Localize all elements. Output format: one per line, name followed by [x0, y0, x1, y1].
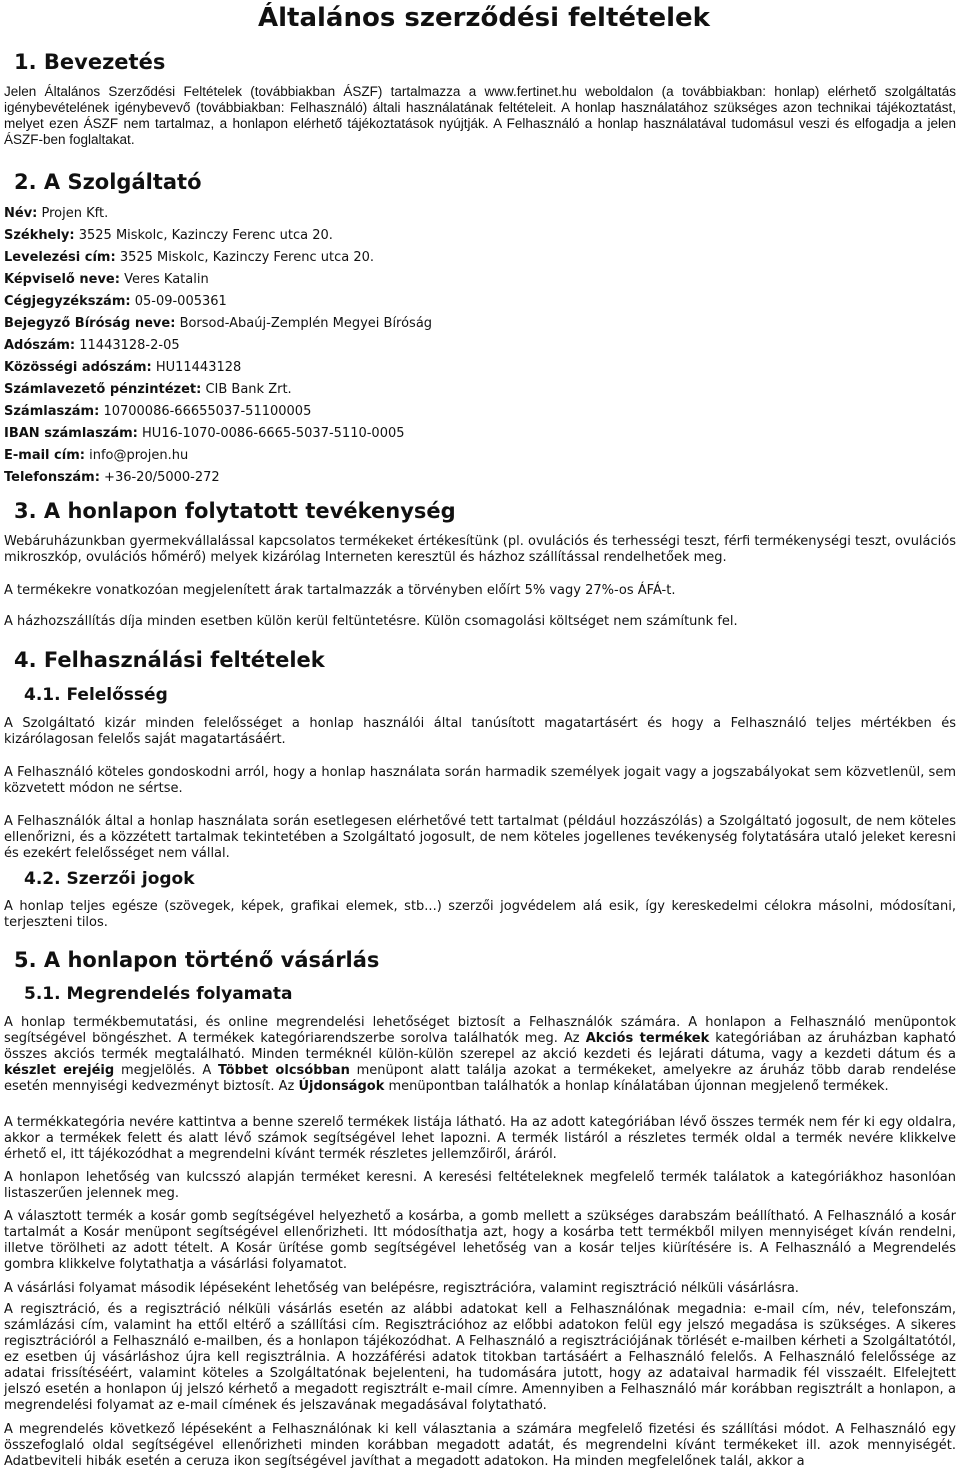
text-run: kategóriában az áruházban kapható összes akciós termék megtalálható. Minden terméknél külön-külön szerepel az akció kezdeti és lejárati dátuma, vagy a kezdeti dátum és a — [4, 1031, 957, 1062]
provider-field — [4, 316, 432, 332]
field-label: Cégjegyzékszám: — [4, 294, 131, 309]
provider-field — [4, 360, 241, 376]
field-label: Képviselő neve: — [4, 272, 120, 287]
page-title: Általános szerződési feltételek — [258, 3, 710, 33]
liability-paragraph-1: A Szolgáltató kizár minden felelősséget a honlap használói által tanúsított magatartásért és hogy a Felhasználó teljes mértékben és kizárólagosan felelős saját magatartásáért. — [4, 716, 956, 747]
order-paragraph-7: A megrendelés következő lépéseként a Felhasználónak ki kell választania a számára megfelelő fizetési és szállítási módot. A Felhasználó egy összefoglaló oldal segítségével ellenőrizheti minden korábban megadott adatát, és megrendelni kívánt termékeket ill. azok mennyiségét. Adatbeviteli hibák esetén a ceruza ikon segítségével javíthat a megadott adatokon. Ha minden megfelelőnek talál, akkor a — [4, 1422, 956, 1469]
liability-paragraph-2: A Felhasználó köteles gondoskodni arról, hogy a honlap használata során harmadik személyek jogait vagy a jogszabályokat sem közvetlenül, sem közvetett módon ne sértse. — [4, 765, 956, 796]
field-label: Bejegyző Bíróság neve: — [4, 316, 176, 331]
copyright-paragraph: A honlap teljes egésze (szövegek, képek, grafikai elemek, stb...) szerzői jogvédelem alá esik, így kereskedelmi célokra másolni, módosítani, terjeszteni tilos. — [4, 899, 956, 930]
provider-field — [4, 404, 311, 420]
field-value: +36-20/5000-272 — [104, 470, 220, 485]
text-run: menüpontban találhatók a honlap kínálatában újonnan megjelenő termékek. — [384, 1079, 889, 1094]
order-paragraph-5: A vásárlási folyamat második lépéseként lehetőség van belépésre, regisztrációra, valamint regisztráció nélküli vásárlásra. — [4, 1281, 799, 1296]
order-paragraph-3: A honlapon lehetőség van kulcsszó alapján terméket keresni. A keresési feltételeknek megfelelő termék találatok a kategóriákhoz hasonlóan listaszerűen jelennek meg. — [4, 1170, 956, 1201]
field-value: CIB Bank Zrt. — [205, 382, 292, 397]
provider-field — [4, 382, 292, 398]
field-label: E-mail cím: — [4, 448, 85, 463]
tobbet-olcsobban-term: Többet olcsóbban — [218, 1063, 350, 1078]
subsection-heading-szerzoi-jogok: 4.2. Szerzői jogok — [24, 869, 195, 889]
field-label: Név: — [4, 206, 38, 221]
section-heading-szolgaltato: 2. A Szolgáltató — [14, 170, 202, 194]
field-value: 10700086-66655037-51100005 — [103, 404, 312, 419]
activity-paragraph: Webáruházunkban gyermekvállalással kapcsolatos termékeket értékesítünk (pl. ovulációs és terhességi teszt, férfi termékenységi teszt, ovulációs mikroszkóp, ovulációs hőmérő) melyek kizárólag Interneten keresztül és házhoz szállítással rendelhetőek meg. — [4, 534, 956, 565]
field-value: 11443128-2-05 — [79, 338, 180, 353]
provider-field — [4, 272, 209, 288]
delivery-paragraph: A házhozszállítás díja minden esetben külön kerül feltüntetésre. Külön csomagolási költséget nem számítunk fel. — [4, 614, 738, 629]
field-label: Levelezési cím: — [4, 250, 116, 265]
field-label: Adószám: — [4, 338, 76, 353]
provider-field — [4, 206, 108, 222]
field-label: Számlaszám: — [4, 404, 100, 419]
order-paragraph-2: A termékkategória nevére kattintva a benne szerelő termékek listája látható. Ha az adott kategóriában lévő összes termék nem fér ki egy oldalra, akkor a termékek felett és alatt lévő számok segítségével lehet lapozni. A termék listáról a részletes termék oldal a termék nevére klikkelve érhető el, itt tájékozódhat a megrendelni kívánt termék részletes jellemzőiről, áráról. — [4, 1115, 956, 1162]
text-run: megjelölés. A — [114, 1063, 219, 1078]
intro-paragraph: Jelen Általános Szerződési Feltételek (továbbiakban ÁSZF) tartalmazza a www.fertinet.hu weboldalon (a továbbiakban: honlap) elérhető szolgáltatás igénybevételének igénybevevő (továbbiakban: Felhasználó) általi használatának feltételeit. A honlap használatához szükséges azon technikai tájékoztatást, melyet ezen ÁSZF nem tartalmaz, a honlapon elérhető tájékoztatások nyújtják. A Felhasználó a honlap használatával tudomásul veszi és elfogadja a jelen ÁSZF-ben foglaltakat. — [4, 84, 956, 147]
provider-field — [4, 250, 374, 266]
field-value: info@projen.hu — [89, 448, 189, 463]
field-value: Veres Katalin — [124, 272, 209, 287]
section-heading-felhasznalasi: 4. Felhasználási feltételek — [14, 648, 325, 672]
text-run: menüpont alatt találja azokat a termékeket, amelyekre az áruház több darab rendelése esetén mennyiségi kedvezményt biztosít. Az — [4, 1063, 956, 1094]
subsection-heading-felelosseg: 4.1. Felelősség — [24, 685, 168, 705]
provider-field — [4, 426, 405, 442]
section-heading-vasarlas: 5. A honlapon történő vásárlás — [14, 948, 380, 972]
keszlet-erejeig-term: készlet erejéig — [4, 1063, 115, 1078]
field-label: Közösségi adószám: — [4, 360, 152, 375]
akcios-termekek-term: Akciós termékek — [585, 1031, 710, 1046]
field-value: Projen Kft. — [41, 206, 109, 221]
price-paragraph: A termékekre vonatkozóan megjelenített árak tartalmazzák a törvényben előírt 5% vagy 27%-os ÁFÁ-t. — [4, 583, 676, 598]
provider-field — [4, 338, 180, 354]
field-value: HU11443128 — [155, 360, 242, 375]
provider-field — [4, 228, 333, 244]
field-label: Számlavezető pénzintézet: — [4, 382, 202, 397]
field-value: 05-09-005361 — [134, 294, 227, 309]
section-heading-bevezetes: 1. Bevezetés — [14, 50, 166, 74]
section-heading-tevekenyseg: 3. A honlapon folytatott tevékenység — [14, 499, 456, 523]
order-paragraph-4: A választott termék a kosár gomb segítségével helyezhető a kosárba, a gomb mellett a szükséges darabszám beállítható. A Felhasználó a kosár tartalmát a Kosár menüpont segítségével ellenőrizheti. Itt módosíthatja azt, hogy a kosárba tett termékből milyen mennyiséget kíván rendelni, illetve törölheti az adott tételt. A Kosár ürítése gomb segítségével lehetőség van a kosár teljes kiürítésére is. A Felhasználó a Megrendelés gombra klikkelve folytathatja a vásárlási folyamatot. — [4, 1209, 956, 1272]
field-label: Telefonszám: — [4, 470, 100, 485]
field-value: Borsod-Abaúj-Zemplén Megyei Bíróság — [179, 316, 433, 331]
field-label: Székhely: — [4, 228, 75, 243]
order-paragraph-1 — [4, 1015, 956, 1095]
ujdonsagok-term: Újdonságok — [298, 1079, 385, 1094]
provider-field — [4, 470, 220, 486]
field-value: 3525 Miskolc, Kazinczy Ferenc utca 20. — [119, 250, 375, 265]
field-label: IBAN számlaszám: — [4, 426, 138, 441]
provider-field — [4, 294, 227, 310]
text-run: A honlap termékbemutatási, és online megrendelési lehetőséget biztosít a Felhasználók számára. A honlapon a Felhasználó menüpontok segítségével böngészhet. A termékek kategóriarendszerbe sorolva találhatók meg. Az — [4, 1015, 956, 1046]
subsection-heading-megrendeles: 5.1. Megrendelés folyamata — [24, 984, 293, 1004]
field-value: 3525 Miskolc, Kazinczy Ferenc utca 20. — [78, 228, 333, 243]
liability-paragraph-3: A Felhasználók által a honlap használata során esetlegesen elérhetővé tett tartalmat (például hozzászólás) a Szolgáltató jogosult, de nem köteles ellenőrizni, és a közzétett tartalmak tekintetében a Szolgáltató jogosult, de nem köteles jogellenes tevékenység folytatására utaló jeleket keresni és ezekért felelősséget nem vállal. — [4, 814, 956, 861]
provider-field — [4, 448, 188, 464]
order-paragraph-6: A regisztráció, és a regisztráció nélküli vásárlás esetén az alábbi adatokat kell a Felhasználónak megadnia: e-mail cím, név, telefonszám, számlázási cím, valamint ha ettől eltérő a szállítási cím. Regisztrációhoz az előbbi adatokon felül egy jelszó megadása is szükséges. A sikeres regisztrációról a Felhasználó e-mailben, és a honlapon tájékozódhat. A Felhasználó a regisztrációjának törlését e-mailben kérheti a Szolgáltatótól, ez esetben új vásárláshoz újra kell regisztrálnia. A hozzáférési adatok titokban tartásáért a Felhasználó felelős. A Felhasználó felelőssége az adatai frissítéséért, valamint köteles a Szolgáltatónak bejelenteni, ha tudomására jutott, hogy az adataival harmadik fél visszaélt. Elfelejtett jelszó esetén a honlapon új jelszó kérhető a megadott regisztrált e-mail címre. Amennyiben a Felhasználó már korábban regisztrált a honlapon, a megrendelési folyamat az e-mail címének és jelszavának megadásával folytatható. — [4, 1302, 956, 1413]
field-value: HU16-1070-0086-6665-5037-5110-0005 — [142, 426, 405, 441]
